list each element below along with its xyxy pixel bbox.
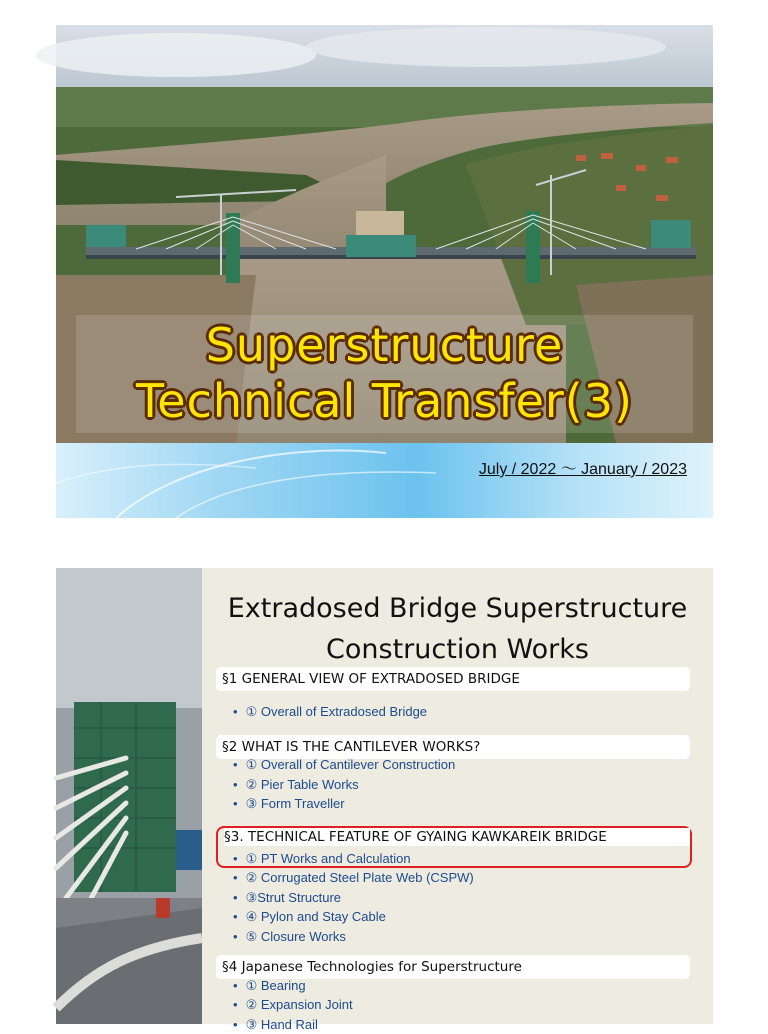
list-item-label: ② Corrugated Steel Plate Web (CSPW) xyxy=(245,870,474,885)
title-line-1: Superstructure xyxy=(205,318,564,372)
list-item: • ④ Pylon and Stay Cable xyxy=(233,909,386,924)
slide-title xyxy=(202,588,713,670)
pylon-construction-photo xyxy=(56,568,202,1024)
date-range: July / 2022 ～ January / 2023 xyxy=(478,461,687,478)
date-banner xyxy=(56,443,713,518)
list-item: • ① Overall of Cantilever Construction xyxy=(233,757,456,772)
list-item-label: ② Expansion Joint xyxy=(245,997,353,1012)
slide-contents xyxy=(56,568,713,1032)
list-item: • ① PT Works and Calculation xyxy=(233,851,411,866)
section-2-heading: §2 WHAT IS THE CANTILEVER WORKS? xyxy=(216,735,690,759)
list-item: • ③ Form Traveller xyxy=(233,796,345,811)
list-item: • ⑤ Closure Works xyxy=(233,929,346,944)
slide-title-card xyxy=(56,25,713,518)
presentation-title xyxy=(56,317,713,429)
slide-title-line-1: Extradosed Bridge Superstructure xyxy=(227,593,688,624)
list-item: • ② Expansion Joint xyxy=(233,997,353,1012)
list-item-label: ② Pier Table Works xyxy=(245,777,359,792)
list-item-label: ③ Hand Rail xyxy=(245,1017,318,1032)
list-item-label: ③ Form Traveller xyxy=(245,796,345,811)
section-3-heading: §3. TECHNICAL FEATURE OF GYAING KAWKAREIK BRIDGE xyxy=(224,828,690,846)
list-item: • ① Overall of Extradosed Bridge xyxy=(233,704,428,719)
list-item: • ② Pier Table Works xyxy=(233,777,359,792)
list-item-label: ① Overall of Cantilever Construction xyxy=(245,757,456,772)
list-item: • ③ Hand Rail xyxy=(233,1017,318,1032)
list-item-label: ④ Pylon and Stay Cable xyxy=(245,909,386,924)
list-item-label: ⑤ Closure Works xyxy=(245,929,346,944)
list-item: • ③Strut Structure xyxy=(233,890,342,905)
list-item: • ② Corrugated Steel Plate Web (CSPW) xyxy=(233,870,474,885)
list-item-label: ① Overall of Extradosed Bridge xyxy=(245,704,428,719)
list-item-label: ① PT Works and Calculation xyxy=(245,851,411,866)
section-1-heading: §1 GENERAL VIEW OF EXTRADOSED BRIDGE xyxy=(216,667,690,691)
title-line-2: Technical Transfer(3) xyxy=(136,374,633,428)
decorative-arcs xyxy=(56,443,713,518)
section-4-heading: §4 Japanese Technologies for Superstructure xyxy=(216,955,690,979)
list-item-label: ① Bearing xyxy=(245,978,306,993)
slide-title-line-2: Construction Works xyxy=(326,634,589,665)
list-item-label: ③Strut Structure xyxy=(245,890,342,905)
list-item: • ① Bearing xyxy=(233,978,306,993)
